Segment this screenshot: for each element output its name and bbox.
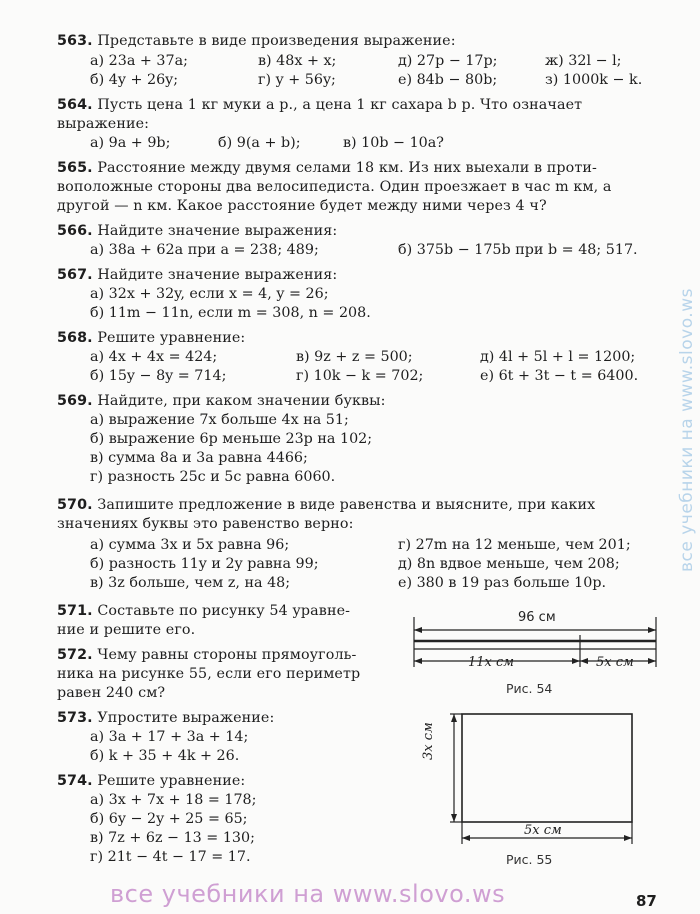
figure-54-left-label: 11x см [468,655,515,670]
problem-564-item: б) 9(a + b); [218,135,301,151]
problem-568-item: в) 9z + z = 500; [296,349,413,365]
problem-number: 568. [57,330,93,346]
problem-number: 572. [57,647,93,663]
problem-570-item: г) 27m на 12 меньше, чем 201; [398,537,631,553]
problem-number: 570. [57,497,93,513]
problem-574-item: г) 21t − 4t − 17 = 17. [90,849,251,865]
problem-570-item: е) 380 в 19 раз больше 10p. [398,575,607,591]
problem-568-title: 568. Решите уравнение: [57,330,246,346]
problem-564-text: выражение: [57,116,150,132]
problem-number: 573. [57,710,93,726]
figure-54-total-label: 96 см [518,610,556,625]
problem-570-item: б) разность 11y и 2y равна 99; [90,556,319,572]
problem-574-title: 574. Решите уравнение: [57,773,246,789]
problem-564-item: в) 10b − 10a? [343,135,444,151]
problem-568-item: е) 6t + 3t − t = 6400. [480,368,639,384]
problem-568-item: а) 4x + 4x = 424; [90,349,218,365]
problem-565-text: 565. Расстояние между двумя селами 18 км. Из них выехали в проти- [57,160,597,176]
problem-573-item: а) 3a + 17 + 3a + 14; [90,729,249,745]
problem-number: 566. [57,223,93,239]
figure-55-width-label: 5x см [524,823,562,838]
problem-570-item: в) 3z больше, чем z, на 48; [90,575,291,591]
problem-566-title: 566. Найдите значение выражения: [57,223,338,239]
problem-565-text: воположные стороны два велосипедиста. Один проезжает в час m км, а [57,179,612,195]
problem-number: 571. [57,603,93,619]
problem-563-item: з) 1000k − k. [545,72,643,88]
problem-number: 563. [57,33,93,49]
problem-574-item: а) 3x + 7x + 18 = 178; [90,792,257,808]
problem-567-item: а) 32x + 32y, если x = 4, y = 26; [90,286,329,302]
problem-number: 564. [57,97,93,113]
problem-564-text: 564. Пусть цена 1 кг муки a р., а цена 1 кг сахара b р. Что означает [57,97,583,113]
problem-569-item: в) сумма 8a и 3a равна 4466; [90,450,308,466]
figure-54-right-label: 5x см [596,655,634,670]
problem-number: 574. [57,773,93,789]
problem-564-item: а) 9a + 9b; [90,135,171,151]
site-watermark-bottom: все учебники на www.slovo.ws [110,880,506,908]
rectangle [462,714,632,822]
problem-574-item: б) 6y − 2y + 25 = 65; [90,811,248,827]
problem-563-item: г) y + 56y; [258,72,336,88]
problem-570-item: а) сумма 3x и 5x равна 96; [90,537,290,553]
figure-55-height-label: 3x см [421,722,436,760]
problem-563-item: д) 27p − 17p; [398,53,498,69]
problem-571-text: 571. Составьте по рисунку 54 уравне- [57,603,351,619]
problem-572-text: равен 240 см? [57,685,166,701]
problem-570-item: д) 8n вдвое меньше, чем 208; [398,556,620,572]
problem-573-item: б) k + 35 + 4k + 26. [90,748,240,764]
problem-568-item: г) 10k − k = 702; [296,368,424,384]
problem-569-item: б) выражение 6p меньше 23p на 102; [90,431,373,447]
problem-569-item: г) разность 25c и 5c равна 6060. [90,469,336,485]
problem-570-text: значениях буквы это равенство верно: [57,516,354,532]
problem-569-item: а) выражение 7x больше 4x на 51; [90,412,349,428]
problem-568-item: б) 15y − 8y = 714; [90,368,227,384]
site-watermark-side: все учебники на www.slovo.ws [677,288,697,572]
problem-573-title: 573. Упростите выражение: [57,710,275,726]
problem-number: 569. [57,393,93,409]
problem-568-item: д) 4l + 5l + l = 1200; [480,349,636,365]
figure-54-caption: Рис. 54 [506,681,553,696]
problem-567-title: 567. Найдите значение выражения: [57,267,338,283]
problem-563-item: а) 23a + 37a; [90,53,188,69]
problem-572-text: ника на рисунке 55, если его периметр [57,666,361,682]
problem-number: 567. [57,267,93,283]
figure-55-caption: Рис. 55 [506,852,553,867]
problem-572-text: 572. Чему равны стороны прямоуголь- [57,647,357,663]
problem-563-item: в) 48x + x; [258,53,337,69]
page-number: 87 [636,892,657,910]
problem-number: 565. [57,160,93,176]
problem-566-item: б) 375b − 175b при b = 48; 517. [398,242,638,258]
problem-563-item: б) 4y + 26y; [90,72,179,88]
problem-570-text: 570. Запишите предложение в виде равенства и выясните, при каких [57,497,596,513]
problem-574-item: в) 7z + 6z − 13 = 130; [90,830,255,846]
problem-563-item: е) 84b − 80b; [398,72,498,88]
problem-569-title: 569. Найдите, при каком значении буквы: [57,393,386,409]
problem-565-text: другой — n км. Какое расстояние будет между ними через 4 ч? [57,198,547,214]
problem-563-item: ж) 32l − l; [545,53,622,69]
problem-567-item: б) 11m − 11n, если m = 308, n = 208. [90,305,371,321]
problem-563-title: 563. Представьте в виде произведения выражение: [57,33,456,49]
problem-571-text: ние и решите его. [57,622,196,638]
problem-566-item: а) 38a + 62a при a = 238; 489; [90,242,319,258]
